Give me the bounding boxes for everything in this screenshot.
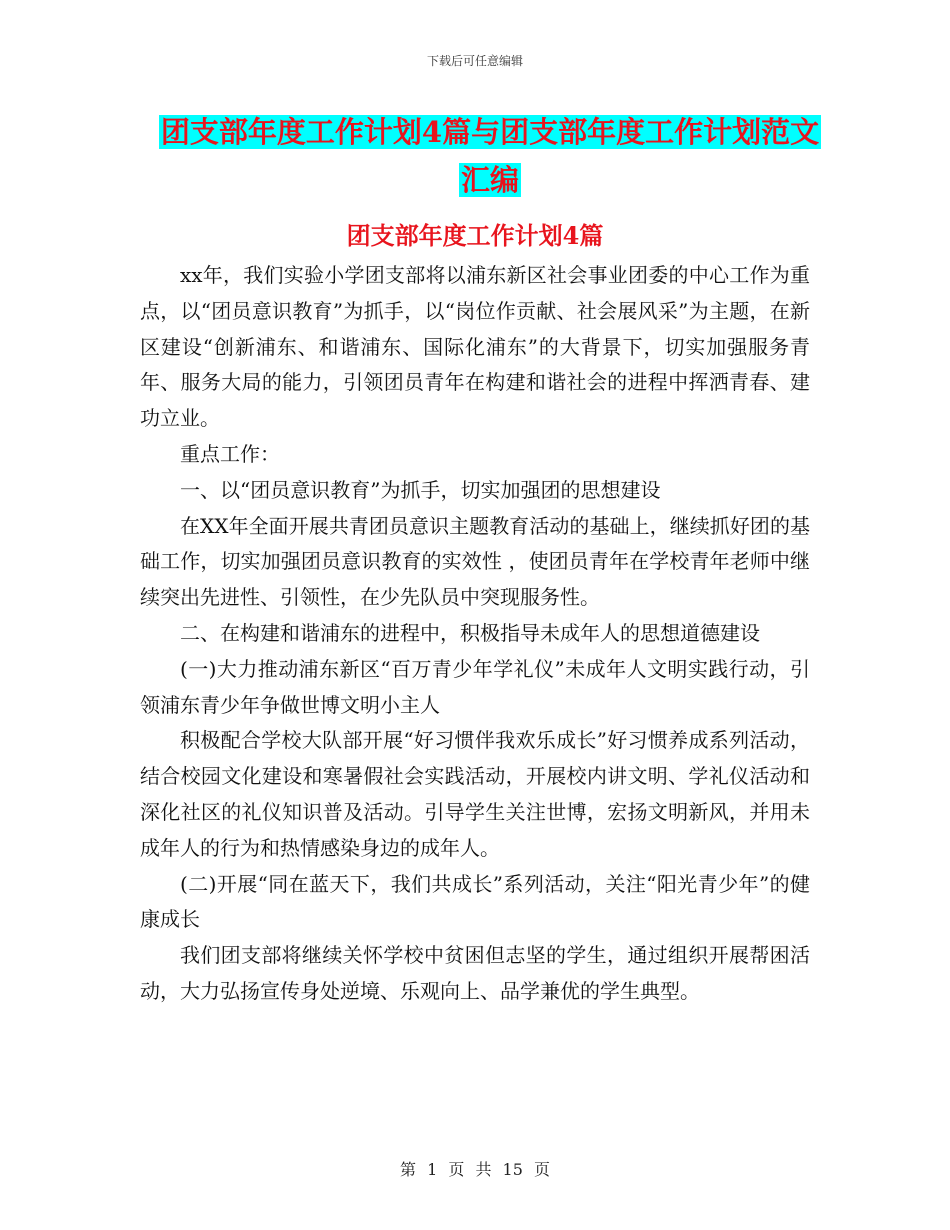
document-title-line2: 汇编 [460, 163, 519, 197]
paragraph-key-work: 重点工作： [180, 441, 280, 466]
document-title [140, 108, 840, 204]
paragraph-subheading-2-2: (二)开展“同在蓝天下，我们共成长”系列活动，关注“阳光青少年”的健康成长 [140, 871, 810, 932]
paragraph-subheading-2-1: (一)大力推动浦东新区“百万青少年学礼仪”未成年人文明实践行动，引领浦东青少年争做世博文明小主人 [140, 656, 810, 717]
paragraph-body-2-1: 积极配合学校大队部开展“好习惯伴我欢乐成长”好习惯养成系列活动，结合校园文化建设和寒暑假社会实践活动，开展校内讲文明、学礼仪活动和深化社区的礼仪知识普及活动。引导学生关注世博，宏扬文明新风，并用未成年人的行为和热情感染身边的成年人。 [140, 728, 810, 860]
section-title: 团支部年度工作计划4篇 [346, 221, 604, 250]
page-header-note: 下载后可任意编辑 [426, 54, 523, 68]
document-title-line1: 团支部年度工作计划4篇与团支部年度工作计划范文 [160, 115, 820, 149]
paragraph-intro: xx年，我们实验小学团支部将以浦东新区社会事业团委的中心工作为重点，以“团员意识教育”为抓手，以“岗位作贡献、社会展风采”为主题，在新区建设“创新浦东、和谐浦东、国际化浦东”的大背景下，切实加强服务青年、服务大局的能力，引领团员青年在构建和谐社会的进程中挥洒青春、建功立业。 [140, 263, 810, 431]
paragraph-body-1: 在XX年全面开展共青团员意识主题教育活动的基础上，继续抓好团的基础工作，切实加强团员意识教育的实效性 ，使团员青年在学校青年老师中继续突出先进性、引领性，在少先队员中突现服务性。 [140, 513, 810, 610]
page-number: 第 1 页 共 15 页 [400, 1160, 550, 1179]
paragraph-heading-2: 二、在构建和谐浦东的进程中，积极指导未成年人的思想道德建设 [180, 620, 760, 645]
document-body [140, 258, 810, 1010]
paragraph-heading-1: 一、以“团员意识教育”为抓手，切实加强团的思想建设 [180, 477, 661, 502]
paragraph-body-2-2: 我们团支部将继续关怀学校中贫困但志坚的学生，通过组织开展帮困活动，大力弘扬宣传身处逆境、乐观向上、品学兼优的学生典型。 [140, 943, 810, 1003]
